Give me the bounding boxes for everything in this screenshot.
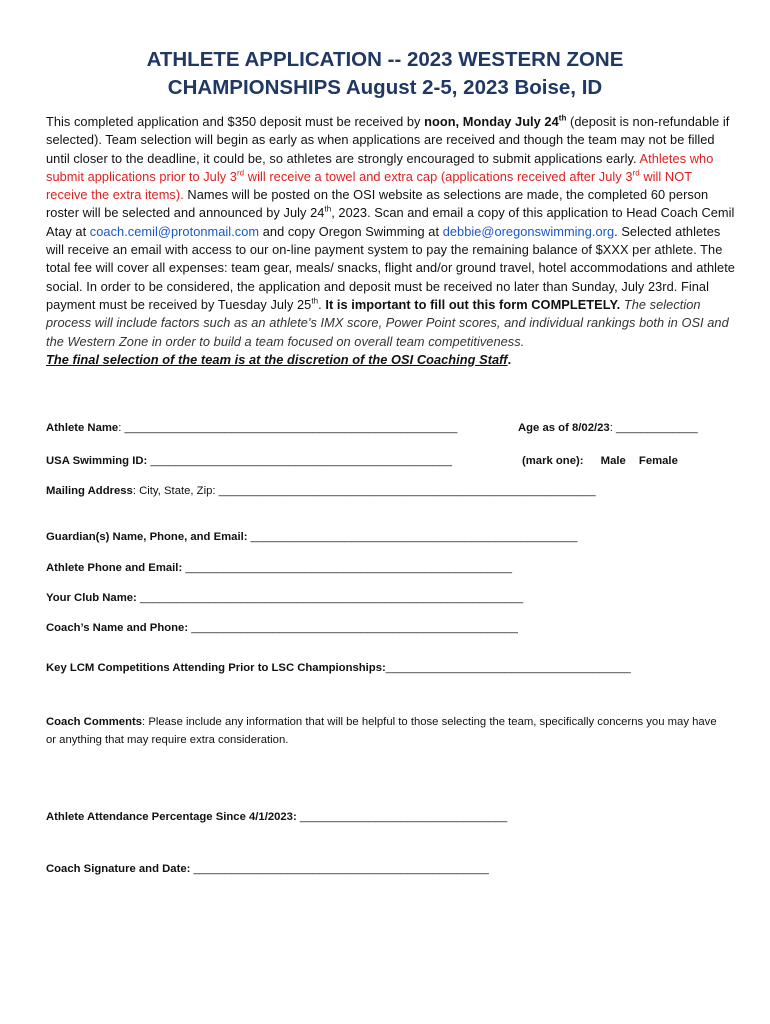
usa-swimming-id-field[interactable] <box>46 454 452 468</box>
signature-line[interactable]: _______________________________________________ <box>193 863 489 875</box>
mailing-label: Mailing Address <box>46 485 133 497</box>
age-field[interactable] <box>518 421 698 435</box>
instructions-paragraph <box>46 113 736 369</box>
club-line[interactable]: _____________________________________________________________ <box>139 592 524 604</box>
intro-text: Names will be posted on the OSI website as selections are made, the completed 60 person roster will be selected and announced by July 24 <box>46 187 709 221</box>
title-line-2: CHAMPIONSHIPS August 2-5, 2023 Boise, ID <box>167 76 603 99</box>
deadline-text: noon, Monday July 24 <box>424 114 559 129</box>
guardian-label: Guardian(s) Name, Phone, and Email: <box>46 531 251 543</box>
mailing-line[interactable]: ____________________________________________________________ <box>218 485 596 497</box>
gender-choice <box>522 454 678 468</box>
signature-label: Coach Signature and Date: <box>46 863 194 875</box>
final-selection-period: . <box>507 351 512 367</box>
key-lcm-label: Key LCM Competitions Attending Prior to LSC Championships: <box>46 662 386 674</box>
athlete-name-label: Athlete Name <box>46 422 119 434</box>
roster-date-sup: th <box>324 205 332 215</box>
coach-comments-label: Coach Comments <box>46 716 143 728</box>
attendance-label: Athlete Attendance Percentage Since 4/1/2023: <box>46 811 300 823</box>
guardian-field[interactable] <box>46 530 577 544</box>
athlete-contact-line[interactable]: ____________________________________________________ <box>185 562 513 574</box>
intro-text: This completed application and $350 deposit must be received by <box>46 114 425 129</box>
coach-contact-label: Coach’s Name and Phone: <box>46 622 192 634</box>
coach-signature-field[interactable] <box>46 862 489 876</box>
attendance-line[interactable]: _________________________________ <box>299 811 508 823</box>
intro-text: (deposit is non-refundable if selected). Team selection will begin as early as when applications are received and though the team may not be filled until closer to the deadline, it could be, so athletes are strongly encouraged to submit applications early. <box>46 114 730 166</box>
coach-contact-field[interactable] <box>46 621 518 635</box>
intro-text: and copy Oregon Swimming at <box>259 223 443 239</box>
page-title <box>0 46 770 102</box>
early-bird-text: will receive a towel and extra cap (applications received after July 3 <box>244 168 633 184</box>
complete-form-notice: It is important to fill out this form COMPLETELY. <box>325 296 621 312</box>
final-payment-sup: th <box>311 296 319 306</box>
coach-email-link[interactable]: coach.cemil@protonmail.com <box>89 223 260 239</box>
club-name-field[interactable] <box>46 591 523 605</box>
coach-contact-line[interactable]: ____________________________________________________ <box>191 622 518 634</box>
age-line[interactable]: : _____________ <box>609 422 698 434</box>
final-selection-notice: The final selection of the team is at the discretion of the OSI Coaching Staff <box>46 351 508 367</box>
title-line-1: ATHLETE APPLICATION -- 2023 WESTERN ZONE <box>146 48 624 71</box>
early-bird-sup: rd <box>236 168 245 178</box>
mailing-address-field[interactable] <box>46 484 596 498</box>
intro-text: , 2023. Scan and email a copy of this application to Head Coach Cemil Atay at <box>46 205 735 239</box>
coach-comments <box>46 713 726 749</box>
usa-id-line[interactable]: ________________________________________________ <box>150 455 452 467</box>
oregon-email-link[interactable]: debbie@oregonswimming.org <box>442 223 615 239</box>
intro-text: . <box>318 296 326 312</box>
female-option[interactable]: Female <box>638 455 678 467</box>
athlete-contact-field[interactable] <box>46 561 512 575</box>
coach-comments-text: : Please include any information that will be helpful to those selecting the team, specifically concerns you may have or anything that may require extra consideration. <box>46 716 717 746</box>
early-bird-sup: rd <box>632 168 640 178</box>
deadline-sup: th <box>558 113 567 123</box>
mailing-sub-label: : City, State, Zip: <box>132 485 219 497</box>
athlete-name-line[interactable]: : _____________________________________________________ <box>118 422 458 434</box>
athlete-contact-label: Athlete Phone and Email: <box>46 562 186 574</box>
age-label: Age as of 8/02/23 <box>518 422 610 434</box>
key-lcm-field[interactable] <box>46 661 631 675</box>
club-label: Your Club Name: <box>46 592 140 604</box>
male-option[interactable]: Male <box>600 455 626 467</box>
intro-text: . Selected athletes will receive an email with access to our on-line payment system to pay the remaining balance of $XXX per athlete. The total fee will cover all expenses: team gear, meals/ snacks, flight and/or ground travel, hotel accommodations and athlete social. In order to be considered, the application and deposit must be received no later than Sunday, July 23rd. Final payment must be received by Tuesday July 25 <box>46 223 735 312</box>
early-bird-text: will NOT receive the extra items). <box>46 168 692 203</box>
early-bird-text: Athletes who submit applications prior to July 3 <box>46 150 714 184</box>
guardian-line[interactable]: ____________________________________________________ <box>250 531 578 543</box>
usa-id-label: USA Swimming ID: <box>46 455 151 467</box>
selection-process-text: The selection process will include factors such as an athlete's IMX score, Power Point scores, and individual rankings both in OSI and the Western Zone in order to build a team focused on overall team competitiveness. <box>46 296 729 349</box>
mark-one-label: (mark one): <box>522 455 584 467</box>
attendance-field[interactable] <box>46 810 507 824</box>
key-lcm-line[interactable]: _______________________________________ <box>385 662 631 674</box>
athlete-name-field[interactable] <box>46 421 457 435</box>
